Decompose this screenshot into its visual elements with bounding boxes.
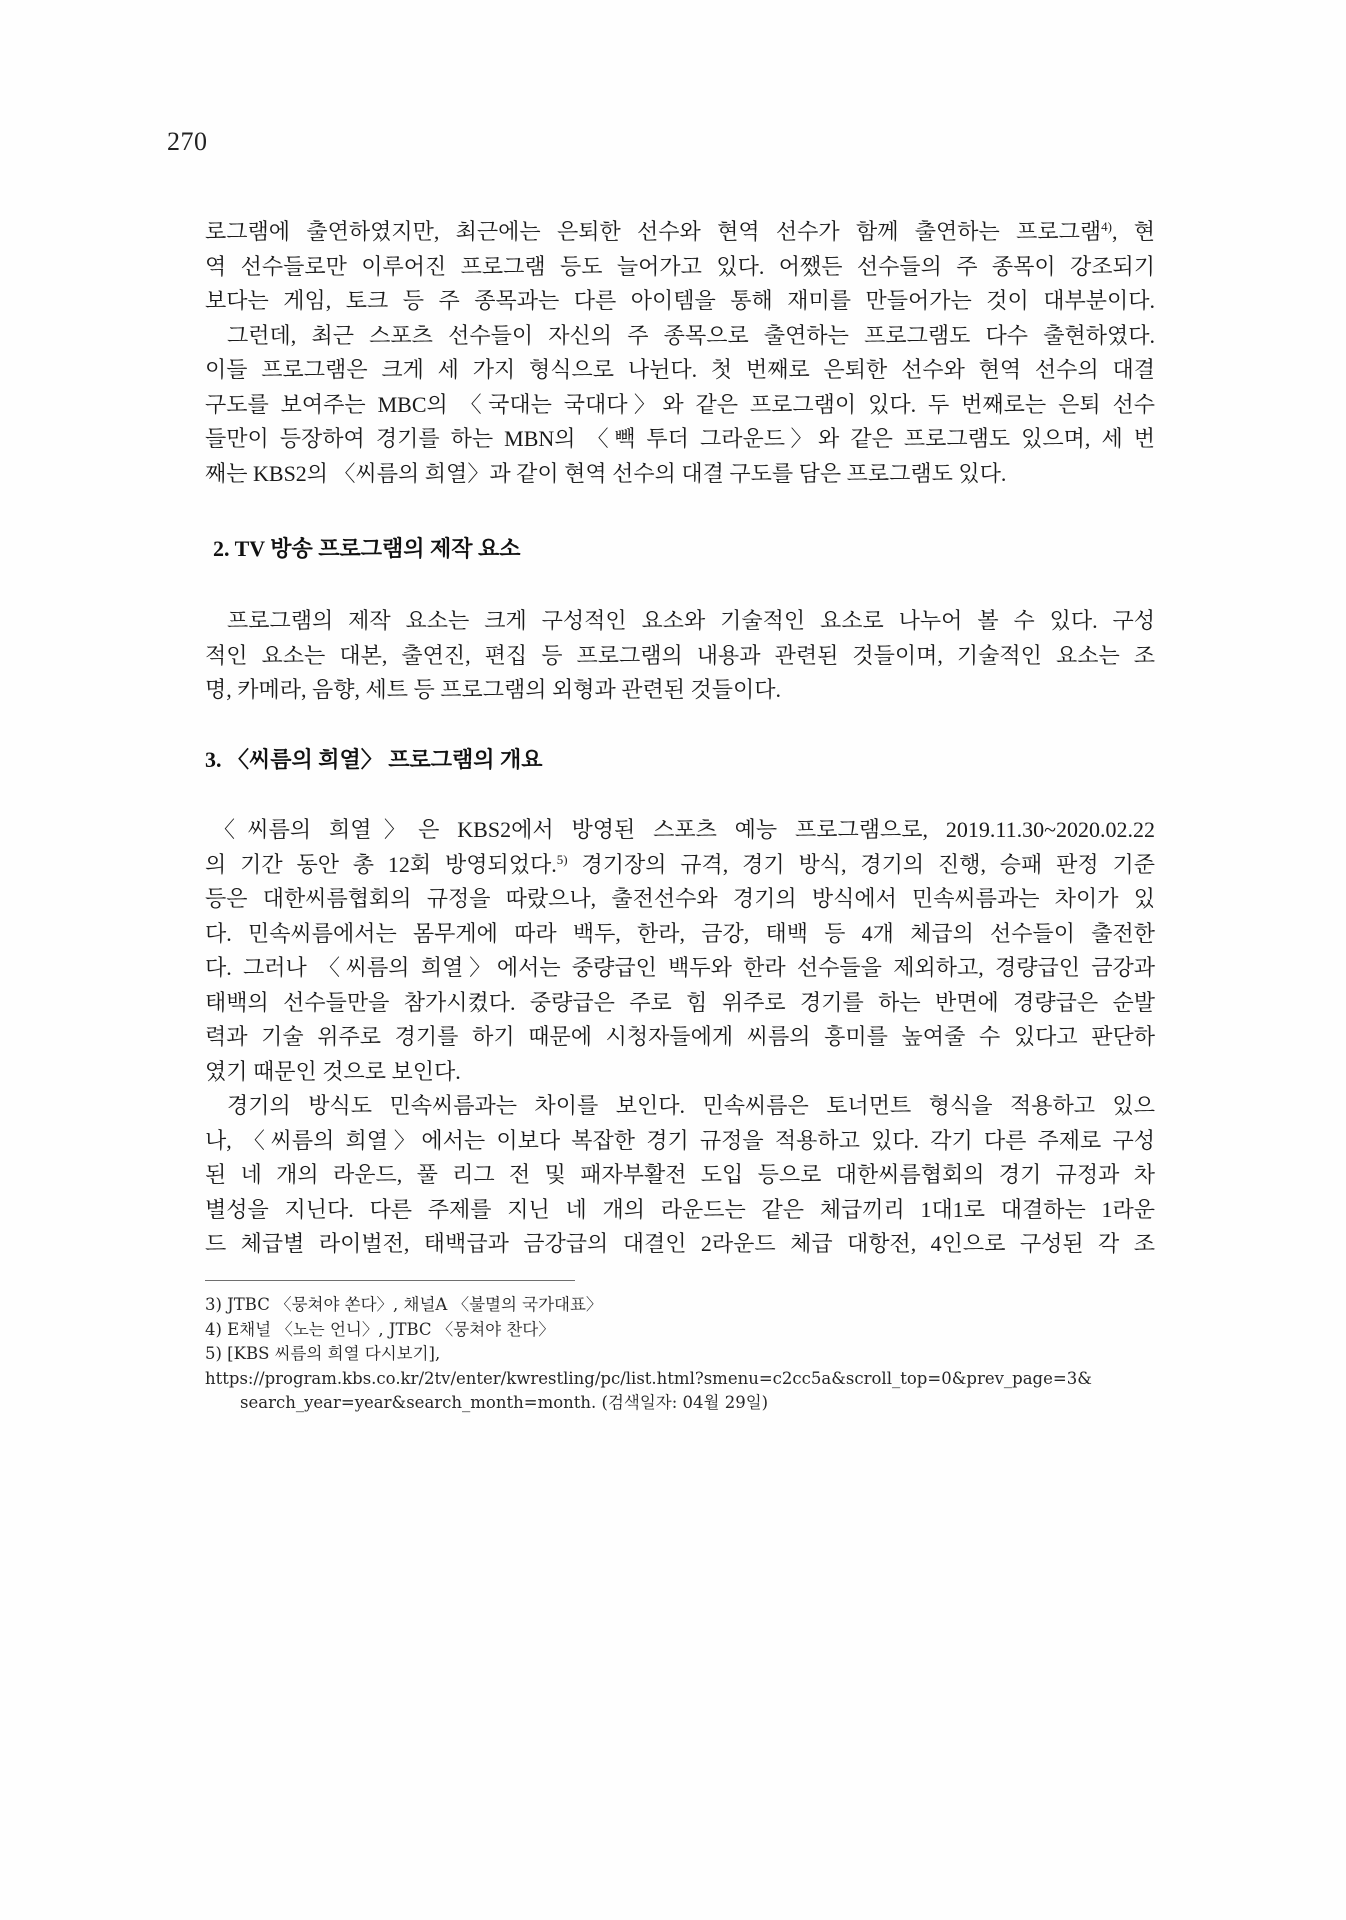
text-line: 들만이 등장하여 경기를 하는 MBN의 〈빽 투더 그라운드〉와 같은 프로그램도 있으며, 세 번 (205, 426, 1155, 451)
text-line: 경기의 방식도 민속씨름과는 차이를 보인다. 민속씨름은 토너먼트 형식을 적용하고 있으 (227, 1093, 1155, 1118)
footnote-divider (205, 1280, 575, 1281)
text-line: 된 네 개의 라운드, 풀 리그 전 및 패자부활전 도입 등으로 대한씨름협회의 경기 규정과 차 (205, 1162, 1155, 1187)
footnote: 4) E채널 〈노는 언니〉, JTBC 〈뭉쳐야 찬다〉 (205, 1319, 555, 1339)
text-line (205, 848, 1155, 883)
text-line: 역 선수들로만 이루어진 프로그램 등도 늘어가고 있다. 어쨌든 선수들의 주 종목이 강조되기 (205, 253, 1155, 279)
text-line: 나, 〈씨름의 희열〉에서는 이보다 복잡한 경기 규정을 적용하고 있다. 각기 다른 주제로 구성 (205, 1127, 1155, 1153)
text-line: 〈씨름의 희열〉은 KBS2에서 방영된 스포츠 예능 프로그램으로, 2019.11.30~2020.02.22 (213, 817, 1155, 842)
text-line: 다. 그러나 〈씨름의 희열〉에서는 중량급인 백두와 한라 선수들을 제외하고, 경량급인 금강과 (205, 955, 1155, 980)
footnote: 5) [KBS 씨름의 희열 다시보기], (205, 1344, 441, 1363)
paragraph (205, 813, 1155, 1089)
line-text: 의 기간 동안 총 12회 방영되었다. (205, 851, 557, 877)
text-line: 태백의 선수들만을 참가시켰다. 중량급은 주로 힘 위주로 경기를 하는 반면에 경량급은 순발 (205, 989, 1155, 1015)
paragraph (205, 319, 1155, 492)
section-heading: 3. 〈씨름의 희열〉 프로그램의 개요 (205, 747, 543, 772)
text-line: 등은 대한씨름협회의 규정을 따랐으나, 출전선수와 경기의 방식에서 민속씨름과는 차이가 있 (205, 886, 1155, 911)
text-line: 였기 때문인 것으로 보인다. (205, 1058, 461, 1084)
text-line: 적인 요소는 대본, 출연진, 편집 등 프로그램의 내용과 관련된 것들이며, 기술적인 요소는 조 (205, 642, 1155, 668)
paragraph (205, 215, 1155, 319)
paragraph (205, 604, 1155, 708)
text-line: 다. 민속씨름에서는 몸무게에 따라 백두, 한라, 금강, 태백 등 4개 체급의 선수들이 출전한 (205, 920, 1155, 946)
line-text: 로그램에 출연하였지만, 최근에는 은퇴한 선수와 현역 선수가 함께 출연하는 프로그램 (205, 219, 1102, 244)
footnote: 3) JTBC 〈뭉쳐야 쏜다〉, 채널A 〈불멸의 국가대표〉 (205, 1295, 603, 1314)
text-line: 그런데, 최근 스포츠 선수들이 자신의 주 종목으로 출연하는 프로그램도 다수 출현하였다. (227, 322, 1155, 348)
line-text: , 현 (1111, 219, 1155, 244)
text-line (205, 215, 1155, 250)
text-line: 구도를 보여주는 MBC의 〈국대는 국대다〉와 같은 프로그램이 있다. 두 번째로는 은퇴 선수 (205, 391, 1155, 417)
text-line: 별성을 지닌다. 다른 주제를 지닌 네 개의 라운드는 같은 체급끼리 1대1로 대결하는 1라운 (205, 1196, 1155, 1222)
section-heading: 2. TV 방송 프로그램의 제작 요소 (213, 536, 521, 561)
text-line: 명, 카메라, 음향, 세트 등 프로그램의 외형과 관련된 것들이다. (205, 677, 782, 702)
footnote-ref: 5) (556, 851, 568, 867)
text-line: 드 체급별 라이벌전, 태백급과 금강급의 대결인 2라운드 체급 대항전, 4인으로 구성된 각 조 (205, 1231, 1155, 1256)
paragraph (205, 1089, 1155, 1262)
text-line: 째는 KBS2의 〈씨름의 희열〉과 같이 현역 선수의 대결 구도를 담은 프로그램도 있다. (205, 460, 1007, 486)
text-line: 이들 프로그램은 크게 세 가지 형식으로 나뉜다. 첫 번째로 은퇴한 선수와 현역 선수의 대결 (205, 357, 1155, 382)
body-text (205, 215, 1155, 1262)
text-line: 프로그램의 제작 요소는 크게 구성적인 요소와 기술적인 요소로 나누어 볼 수 있다. 구성 (227, 608, 1155, 633)
footnotes (205, 1293, 1155, 1416)
line-text: 경기장의 규격, 경기 방식, 경기의 진행, 승패 판정 기준 (567, 851, 1155, 877)
footnote-url-continued: search_year=year&search_month=month. (검색일자: 04월 29일) (240, 1393, 769, 1412)
footnote-url: https://program.kbs.co.kr/2tv/enter/kwrestling/pc/list.html?smenu=c2cc5a&scroll_top=0&prev_page=3& (205, 1368, 1092, 1388)
text-line: 보다는 게임, 토크 등 주 종목과는 다른 아이템을 통해 재미를 만들어가는 것이 대부분이다. (205, 288, 1155, 313)
text-line: 력과 기술 위주로 경기를 하기 때문에 시청자들에게 씨름의 흥미를 높여줄 수 있다고 판단하 (205, 1024, 1155, 1049)
footnote-ref: 4) (1101, 219, 1112, 234)
page-number: 270 (167, 127, 208, 156)
